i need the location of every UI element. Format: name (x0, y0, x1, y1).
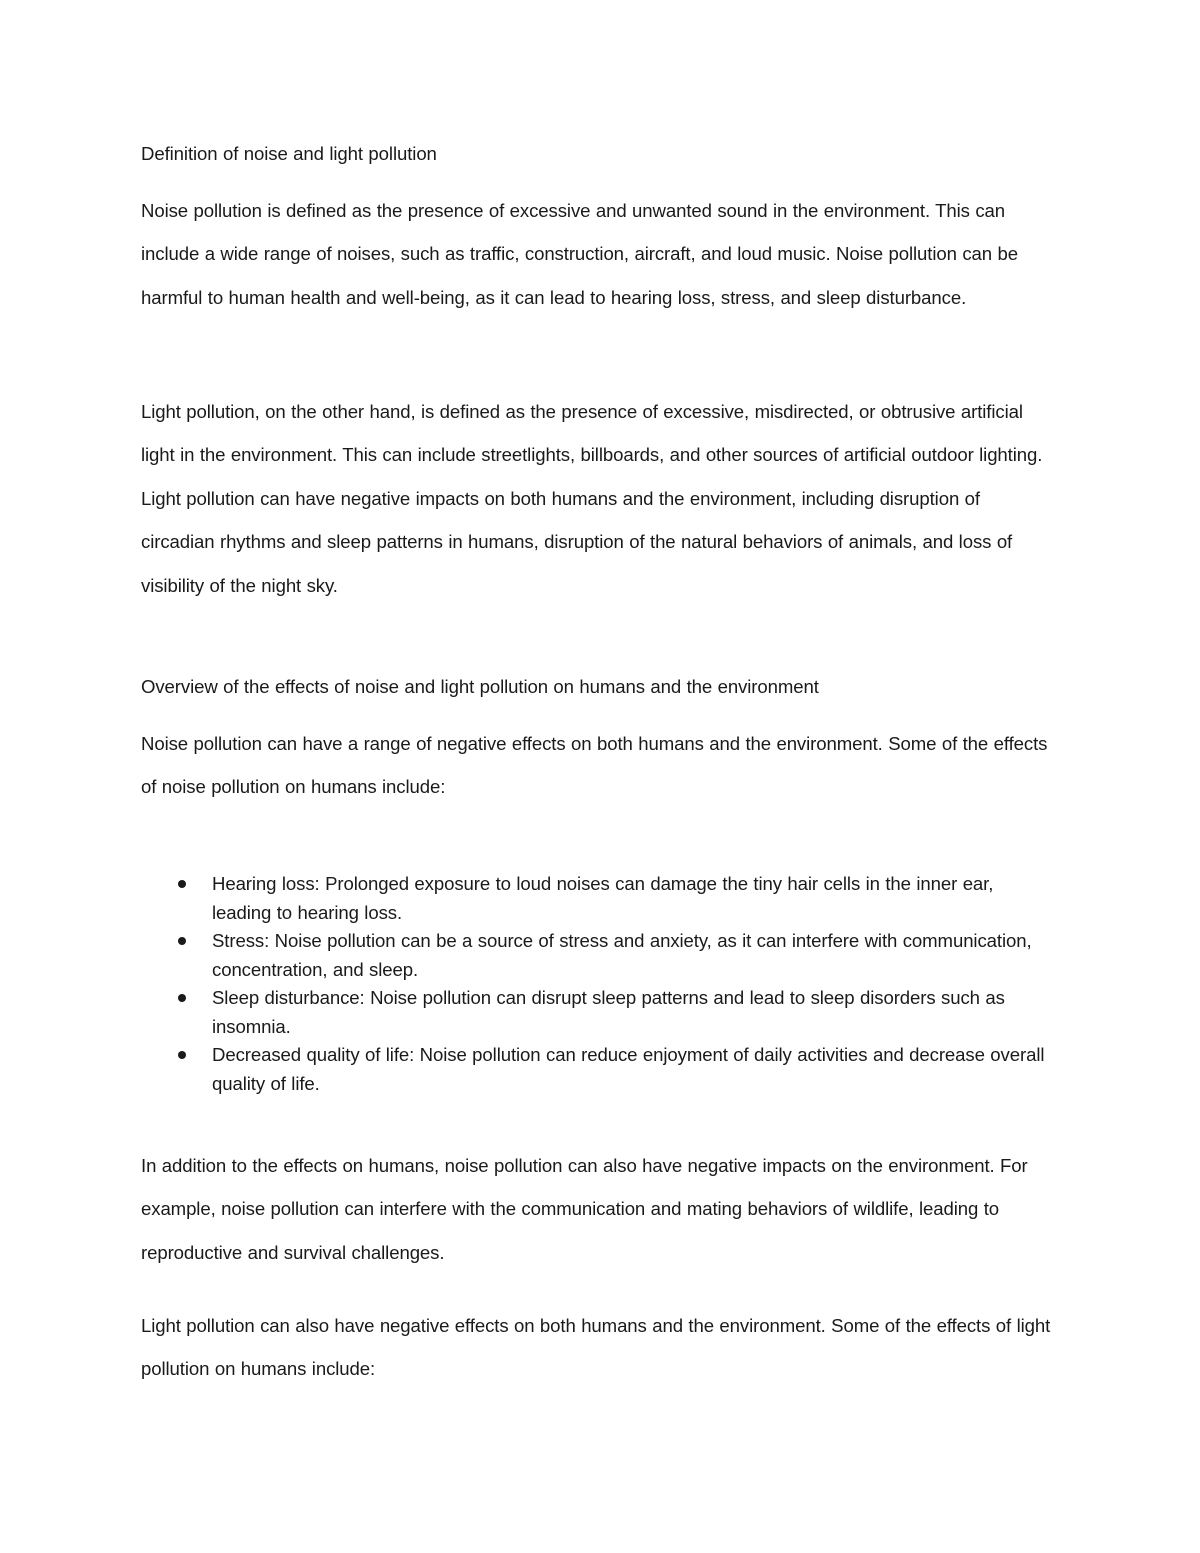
section-heading-definition: Definition of noise and light pollution (141, 143, 437, 164)
section-heading-overview: Overview of the effects of noise and light pollution on humans and the environment (141, 676, 819, 697)
list-item-text: Hearing loss: Prolonged exposure to loud noises can damage the tiny hair cells in the inner ear, leading to hearing loss. (212, 873, 994, 923)
list-item (141, 1041, 1056, 1098)
paragraph-light-definition: Light pollution, on the other hand, is defined as the presence of excessive, misdirected, or obtrusive artificial light in the environment. This can include streetlights, billboards, and other sources of artificial outdoor lighting. Light pollution can have negative impacts on both humans and the environment, including disruption of circadian rhythms and sleep patterns in humans, disruption of the natural behaviors of animals, and loss of visibility of the night sky. (141, 401, 1043, 596)
list-item-text: Stress: Noise pollution can be a source of stress and anxiety, as it can interfere with communication, concentration, and sleep. (212, 930, 1032, 980)
noise-effects-list (141, 870, 1056, 1098)
paragraph-noise-environment: In addition to the effects on humans, noise pollution can also have negative impacts on the environment. For example, noise pollution can interfere with the communication and mating behaviors of wildlife, leading to reproductive and survival challenges. (141, 1155, 1028, 1263)
paragraph-light-effects-intro: Light pollution can also have negative effects on both humans and the environment. Some of the effects of light pollution on humans include: (141, 1315, 1051, 1380)
paragraph-noise-effects-intro: Noise pollution can have a range of negative effects on both humans and the environment. Some of the effects of noise pollution on humans include: (141, 733, 1048, 798)
bullet-icon (178, 1051, 186, 1059)
list-item (141, 927, 1056, 984)
bullet-icon (178, 880, 186, 888)
list-item (141, 870, 1056, 927)
bullet-icon (178, 994, 186, 1002)
paragraph-noise-definition: Noise pollution is defined as the presence of excessive and unwanted sound in the environment. This can include a wide range of noises, such as traffic, construction, aircraft, and loud music. Noise pollution can be harmful to human health and well-being, as it can lead to hearing loss, stress, and sleep disturbance. (141, 200, 1018, 308)
list-item-text: Sleep disturbance: Noise pollution can disrupt sleep patterns and lead to sleep disorders such as insomnia. (212, 987, 1005, 1037)
list-item (141, 984, 1056, 1041)
bullet-icon (178, 937, 186, 945)
list-item-text: Decreased quality of life: Noise pollution can reduce enjoyment of daily activities and decrease overall quality of life. (212, 1044, 1045, 1094)
